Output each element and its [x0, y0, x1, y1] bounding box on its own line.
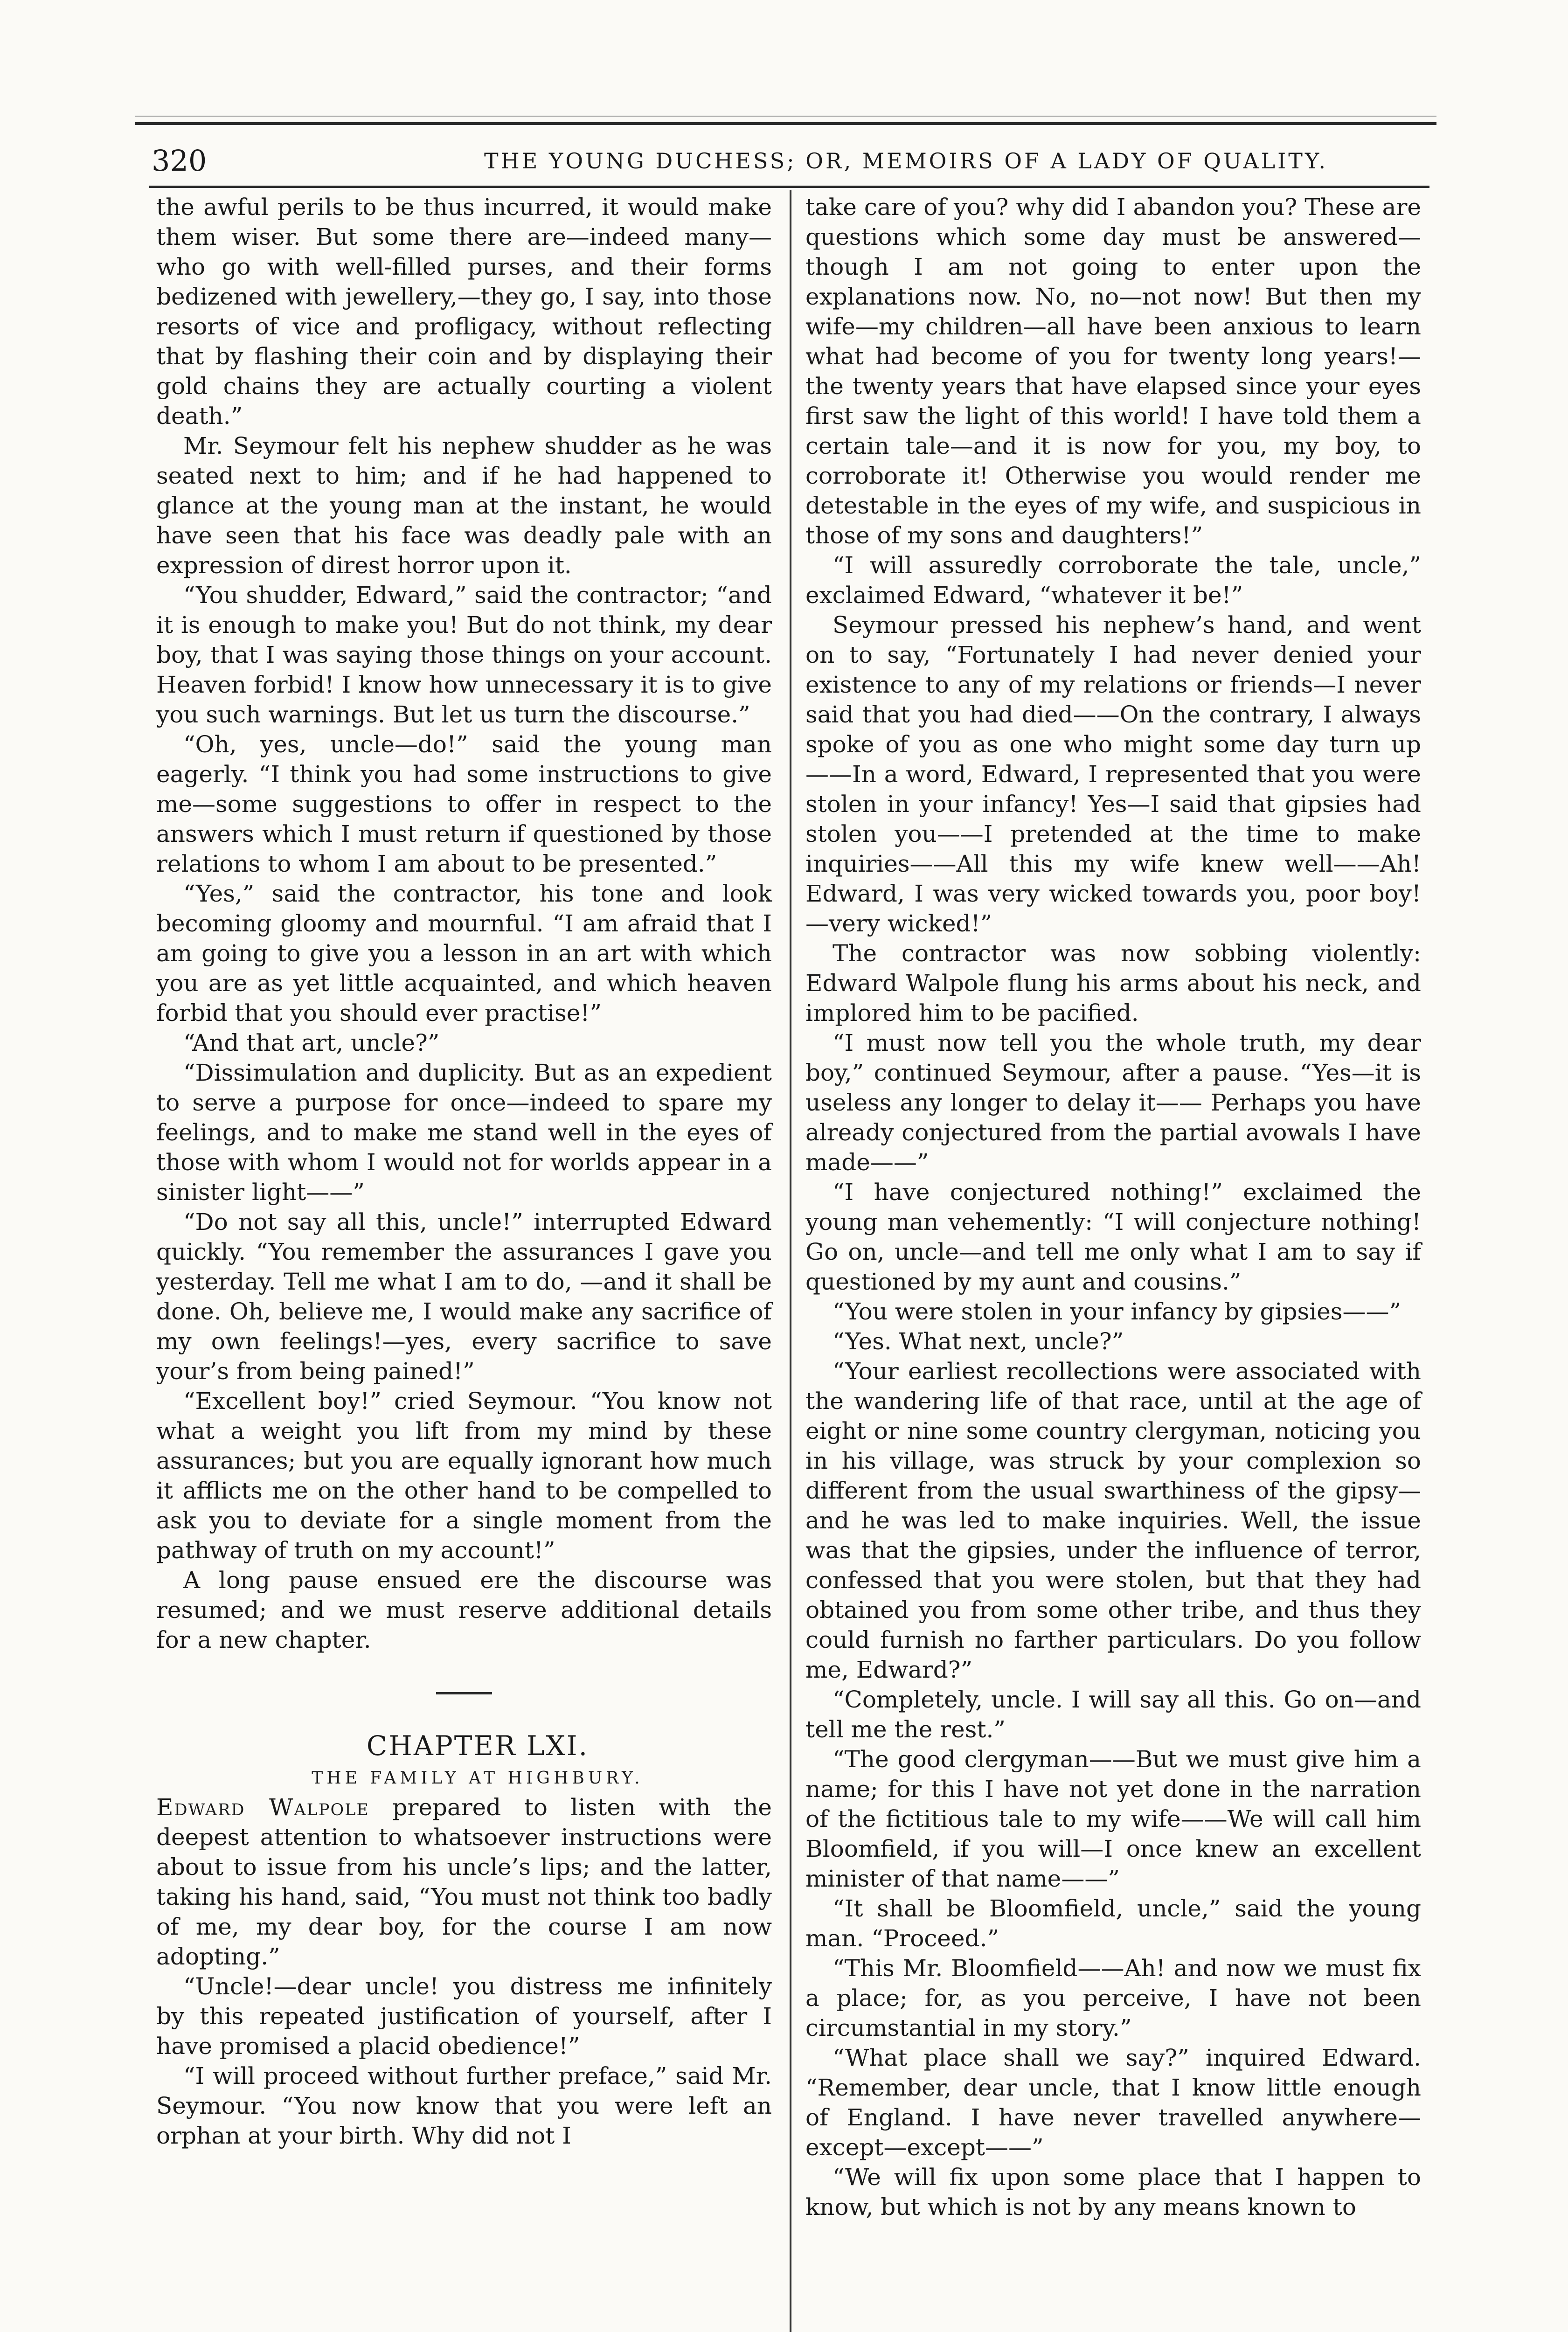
paragraph: “Yes. What next, uncle?”: [833, 1328, 1124, 1355]
paragraph: “This Mr. Bloomfield——Ah! and now we must fix a place; for, as you perceive, I have not been circumstantial in my story.”: [805, 1955, 1421, 2041]
paragraph: “You shudder, Edward,” said the contractor; “and it is enough to make you! But do not think, my dear boy, that I was saying those things on your account. Heaven forbid! I know how unnecessary it is to give you such warnings. But let us turn the discourse.”: [156, 582, 772, 728]
paragraph: “We will fix upon some place that I happen to know, but which is not by any means known to: [805, 2164, 1421, 2221]
column-divider: [790, 190, 791, 2332]
paragraph: the awful perils to be thus incurred, it would make them wiser. But some there are—indeed many—who go with well-filled purses, and their forms bedizened with jewellery,—they go, I say, into those resorts of vice and profligacy, without reflecting that by flashing their coin and by displaying their gold chains they are actually courting a violent death.”: [156, 194, 772, 430]
section-divider-rule: [436, 1692, 492, 1694]
paragraph: “Dissimulation and duplicity. But as an expedient to serve a purpose for once—indeed to spare my feelings, and to make me stand well in the eyes of those with whom I would not for worlds appear in a sinister light——”: [156, 1059, 772, 1206]
paragraph: “It shall be Bloomfield, uncle,” said the young man. “Proceed.”: [805, 1895, 1421, 1952]
paragraph: “I will proceed without further preface,” said Mr. Seymour. “You now know that you were left an orphan at your birth. Why did not I: [156, 2062, 772, 2149]
paragraph: “You were stolen in your infancy by gipsies——”: [833, 1298, 1401, 1325]
paragraph: “Do not say all this, uncle!” interrupted Edward quickly. “You remember the assurances I gave you yesterday. Tell me what I am to do, —and it shall be done. Oh, believe me, I would make any sacrifice of my own feelings!—yes, every sacrifice to save your’s from being pained!”: [156, 1208, 772, 1385]
paragraph: “Excellent boy!” cried Seymour. “You know not what a weight you lift from my mind by these assurances; but you are equally ignorant how much it afflicts me on the other hand to be compelled to ask you to deviate for a single moment from the pathway of truth on my account!”: [156, 1388, 772, 1564]
running-title: THE YOUNG DUCHESS; OR, MEMOIRS OF A LADY OF QUALITY.: [484, 148, 1328, 174]
paragraph: “Yes,” said the contractor, his tone and look becoming gloomy and mournful. “I am afraid that I am going to give you a lesson in an art with which you are as yet little acquainted, and which heaven forbid that you should ever practise!”: [156, 880, 772, 1027]
page-number: 320: [152, 144, 207, 178]
opening-smallcaps: Edward Walpole: [156, 1794, 369, 1821]
paragraph: “Completely, uncle. I will say all this. Go on—and tell me the rest.”: [805, 1686, 1421, 1743]
right-column: [805, 192, 1421, 2222]
paragraph: “And that art, uncle?”: [183, 1029, 440, 1056]
top-rule: [135, 122, 1436, 125]
paragraph: “I must now tell you the whole truth, my dear boy,” continued Seymour, after a pause. “Yes—it is useless any longer to delay it—— Perhaps you have already conjectured from the partial avowals I have made——”: [805, 1029, 1421, 1176]
paragraph: Seymour pressed his nephew’s hand, and went on to say, “Fortunately I had never denied your existence to any of my relations or friends—I never said that you had died——On the contrary, I always spoke of you as one who might some day turn up——In a word, Edward, I represented that you were stolen in your infancy! Yes—I said that gipsies had stolen you——I pretended at the time to make inquiries——All this my wife knew well——Ah! Edward, I was very wicked towards you, poor boy!—very wicked!”: [805, 611, 1421, 937]
paragraph: “Uncle!—dear uncle! you distress me infinitely by this repeated justification of yourself, after I have promised a placid obedience!”: [156, 1973, 772, 2060]
left-column: [156, 192, 772, 2151]
paragraph: Mr. Seymour felt his nephew shudder as he was seated next to him; and if he had happened to glance at the young man at the instant, he would have seen that his face was deadly pale with an expression of direst horror upon it.: [156, 432, 772, 579]
chapter-heading: CHAPTER LXI.: [366, 1730, 589, 1762]
top-faint-rule: [135, 116, 1436, 117]
paragraph: “Your earliest recollections were associated with the wandering life of that race, until at the age of eight or nine some country clergyman, noticing you in his village, was struck by your complexion so different from the usual swarthiness of the gipsy—and he was led to make inquiries. Well, the issue was that the gipsies, under the influence of terror, confessed that you were stolen, but that they had obtained you from some other tribe, and thus they could furnish no farther particulars. Do you follow me, Edward?”: [805, 1358, 1421, 1683]
paragraph: The contractor was now sobbing violently: Edward Walpole flung his arms about his neck, and implored him to be pacified.: [805, 940, 1421, 1027]
header-rule: [149, 186, 1429, 188]
chapter-subtitle: THE FAMILY AT HIGHBURY.: [312, 1769, 644, 1788]
paragraph: “I will assuredly corroborate the tale, uncle,” exclaimed Edward, “whatever it be!”: [805, 552, 1421, 609]
paragraph: “The good clergyman——But we must give him a name; for this I have not yet done in the narration of the fictitious tale to my wife——We will call him Bloomfield, if you will—I once knew an excellent minister of that name——”: [805, 1746, 1421, 1892]
paragraph: take care of you? why did I abandon you? These are questions which some day must be answered—though I am not going to enter upon the explanations now. No, no—not now! But then my wife—my children—all have been anxious to learn what had become of you for twenty long years!—the twenty years that have elapsed since your eyes first saw the light of this world! I have told them a certain tale—and it is now for you, my boy, to corroborate it! Otherwise you would render me detestable in the eyes of my wife, and suspicious in those of my sons and daughters!”: [805, 194, 1421, 549]
chapter-opening-paragraph: [156, 1792, 772, 1971]
paragraph: A long pause ensued ere the discourse was resumed; and we must reserve additional details for a new chapter.: [156, 1567, 772, 1653]
paragraph: “Oh, yes, uncle—do!” said the young man eagerly. “I think you had some instructions to give me—some suggestions to offer in respect to the answers which I must return if questioned by those relations to whom I am about to be presented.”: [156, 731, 772, 877]
paragraph: “What place shall we say?” inquired Edward. “Remember, dear uncle, that I know little enough of England. I have never travelled anywhere—except—except——”: [805, 2044, 1421, 2161]
opening-rest: prepared to listen with the deepest attention to whatsoever instructions were about to issue from his uncle’s lips; and the latter, taking his hand, said, “You must not think too badly of me, my dear boy, for the course I am now adopting.”: [156, 1794, 772, 1970]
page-header: [152, 140, 1427, 182]
paragraph: “I have conjectured nothing!” exclaimed the young man vehemently: “I will conjecture nothing! Go on, uncle—and tell me only what I am to say if questioned by my aunt and cousins.”: [805, 1179, 1421, 1295]
